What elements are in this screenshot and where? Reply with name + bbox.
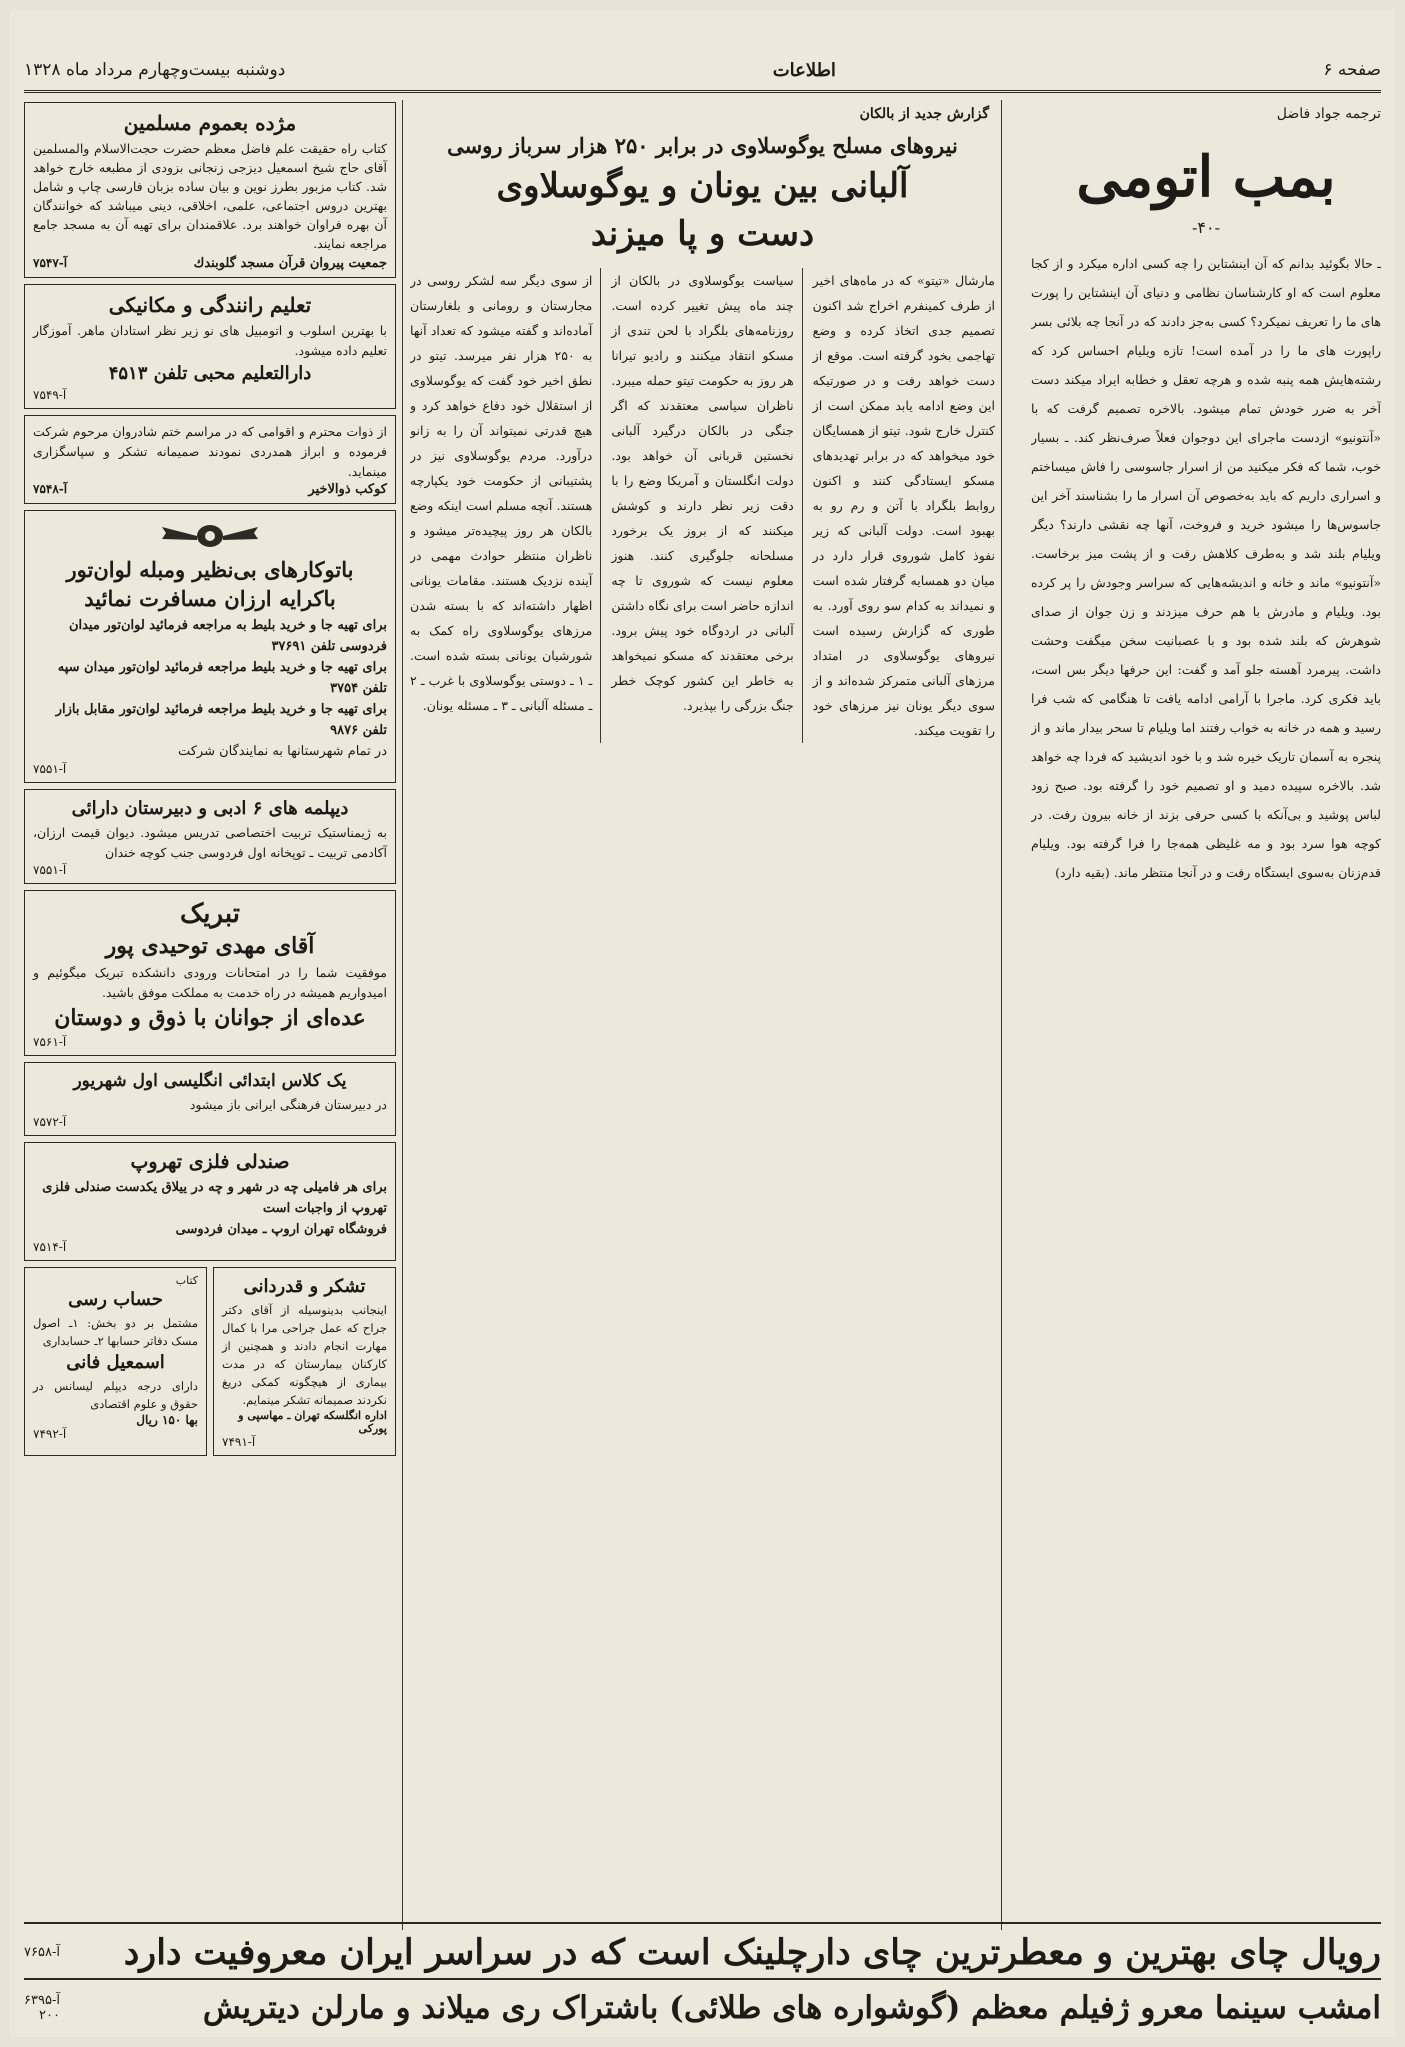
ad-title: تشکر و قدردانی bbox=[243, 1276, 366, 1297]
headline-large-1: آلبانی بین یونان و یوگوسلاوی bbox=[496, 166, 909, 206]
ad-body: کتاب راه حقیقت علم فاضل معظم حضرت حجت‌الاسلام والمسلمین آقای حاج شیخ اسمعیل دیزجی زنجانی بزودی از مطبعه خارج خواهد شد. کتاب مزبور بطرز نوین و بیان ساده بزبان فارسی چاپ و شامل بهترین دروس اجتماعی، علمی، اخلاقی، دینی میباشد که خوانندگان آن بهره فراوان خواهند برد. علاقمندان برای تهیه آن به مسجد جامع مراجعه نمایند. bbox=[33, 141, 387, 251]
banner-text: امشب سینما معرو ژفیلم معظم (گوشواره های طلائی) باشتراک ری میلاند و مارلن دیتریش bbox=[202, 1990, 1381, 2026]
balkan-report-column bbox=[410, 102, 995, 1922]
ad-body: در دبیرستان فرهنگی ایرانی باز میشود bbox=[189, 1097, 387, 1112]
ad-name: آقای مهدی توحیدی پور bbox=[105, 933, 315, 959]
ad-title: صندلی فلزی تهروپ bbox=[130, 1151, 290, 1173]
report-body-c: از سوی دیگر سه لشکر روسی در مجارستان و رومانی و بلغارستان آماده‌اند و گفته میشود که تعداد آنها به ۲۵۰ هزار نفر میرسد. تیتو در نطق اخیر خود گفت که یوگوسلاوی از استقلال خود دفاع خواهد کرد و هیچ قدرتی نمیتواند آن را به زانو درآورد. مردم یوگوسلاوی نیز در پشتیبانی از حکومت خود یکپارچه هستند. آنچه مسلم است اینکه وضع بالکان هر روز پیچیده‌تر میشود و ناظران منتظر حوادث مهمی در آینده نزدیک هستند. مقامات یونانی اظهار داشته‌اند که با بسته شدن مرزهای یوگوسلاوی راه کمک به شورشیان یونانی بسته شده است. ـ ۱ ـ دوستی یوگوسلاوی با غرب ـ ۲ ـ مسئله آلبانی ـ ۳ ـ مسئله یونان. bbox=[410, 268, 601, 743]
ad-title: دیپلمه های ۶ ادبی و دبیرستان دارائی bbox=[71, 798, 349, 819]
ad-title: مژده بعموم مسلمین bbox=[123, 111, 297, 135]
report-kicker: گزارش جدید از بالکان bbox=[859, 106, 989, 122]
winged-emblem-icon bbox=[160, 517, 260, 555]
ad-body: اینجانب بدینوسیله از آقای دکتر جراح که عمل جراحی مرا با کمال مهارت انجام دادند و همچنین از کارکنان بیمارستان که در مدت بیماری از هیچگونه کمکی دریغ نکردند صمیمانه تشکر مینمایم. bbox=[222, 1303, 387, 1407]
royal-tea-banner bbox=[24, 1922, 1381, 1980]
report-text-columns bbox=[410, 268, 995, 743]
newspaper-page bbox=[10, 10, 1395, 2037]
ad-code: آ-۷۵۵۱ bbox=[33, 863, 67, 877]
ad-signature: جمعیت پیروان قرآن مسجد گلوبندك bbox=[193, 256, 387, 271]
ad-accounting-book bbox=[24, 1267, 207, 1456]
translator-line: ترجمه جواد فاضل bbox=[1276, 106, 1381, 122]
ad-heading: کتاب bbox=[175, 1274, 198, 1287]
ad-from: عده‌ای از جوانان با ذوق و دوستان bbox=[54, 1005, 366, 1031]
ad-institute: دارالتعلیم محبی تلفن ۴۵۱۳ bbox=[108, 363, 312, 384]
ad-good-news bbox=[24, 102, 396, 278]
ad-code: آ-۷۵۴۸ bbox=[33, 482, 68, 496]
ad-line: برای تهیه جا و خرید بلیط مراجعه فرمائید لوان‌تور میدان سپه تلفن ۳۷۵۴ bbox=[57, 660, 387, 696]
ad-body: به ژیمناستیک تربیت اختصاصی تدریس میشود. دیوان قیمت ارزان، آکادمی تربیت ـ توپخانه اول فردوسی جنب کوچه خندان bbox=[33, 825, 387, 860]
ad-code: آ-۷۵۵۱ bbox=[33, 762, 67, 776]
ad-author-note: دارای درجه دیپلم لیسانس در حقوق و علوم اقتصادی bbox=[33, 1379, 198, 1411]
serial-part-number: -۴۰- bbox=[1192, 218, 1220, 237]
ad-congratulations bbox=[24, 890, 396, 1056]
ad-title: یک کلاس ابتدائی انگلیسی اول شهریور bbox=[73, 1071, 347, 1091]
report-body-b: سیاست یوگوسلاوی در بالکان از چند ماه پیش تغییر کرده است. روزنامه‌های بلگراد با لحن تندی از مسکو انتقاد میکنند و رادیو تیرانا هر روز به حکومت تیتو حمله میبرد. ناظران سیاسی معتقدند که اگر جنگی در بالکان درگیرد آلبانی نخستین قربانی آن خواهد بود. دولت انگلستان و آمریکا وضع را با دقت زیر نظر دارند و کوشش میکنند که از بروز یک برخورد مسلحانه جلوگیری کنند. هنوز معلوم نیست که شوروی تا چه اندازه حاضر است برای نگاه داشتن آلبانی در اردوگاه خود پیش برود. برخی معتقدند که مسکو نمیخواهد به خاطر این کشور کوچک خطر جنگ بزرگی را بپذیرد. bbox=[611, 268, 802, 743]
report-body-a: مارشال «تیتو» که در ماه‌های اخیر از طرف کمینفرم اخراج شد اکنون تصمیم جدی اتخاذ کرده و وضع تهاجمی بخود گرفته است. موقع از دست خواهد رفت و در صورتیکه این وضع ادامه یابد ممکن است از کنترل خارج شود. تیتو از همسایگان خود میخواهد که در برابر تهدیدهای مسکو ایستادگی کنند و اکنون روابط بلگراد با آتن و رم رو به بهبود است. دولت آلبانی که زیر نفوذ کامل شوروی قرار دارد در میان دو همسایه گرفتار شده است و نمیداند به کدام سو روی آورد. به طوری که گزارش رسیده است نیروهای یوگوسلاوی در امتداد مرزهای آلبانی متمرکز شده‌اند و از سوی دیگر یونان نیز مرزهای خود را تقویت میکند. bbox=[812, 273, 995, 738]
ad-signature: اداره انگلسکه تهران ـ مهاسپی و پورکی bbox=[238, 1409, 387, 1435]
ad-diploma-classes bbox=[24, 789, 396, 884]
page-header bbox=[24, 50, 1381, 93]
banner-code: آ-۷۶۵۸ bbox=[24, 1944, 60, 1960]
ad-code: آ-۷۵۴۹ bbox=[33, 388, 67, 402]
ad-title: تبریک bbox=[180, 899, 240, 929]
ad-code: آ-۷۴۹۱ bbox=[222, 1435, 256, 1449]
ad-metal-chairs bbox=[24, 1142, 396, 1261]
ad-line: در تمام شهرستانها به نمایندگان شرکت bbox=[177, 744, 387, 759]
ad-gratitude bbox=[213, 1267, 396, 1456]
ad-code: آ-۷۵۷۲ bbox=[33, 1115, 67, 1129]
ad-title: تعلیم رانندگی و مکانیکی bbox=[108, 293, 312, 317]
ad-signature: کوکب ذوالاخیر bbox=[308, 482, 387, 497]
cinema-banner bbox=[24, 1978, 1381, 2036]
ad-title: حساب رسی bbox=[68, 1289, 163, 1310]
column-rule bbox=[1001, 100, 1002, 1930]
ad-author: اسمعیل فانی bbox=[66, 1352, 165, 1373]
banner-price: ۲۰۰ bbox=[39, 2008, 60, 2023]
ad-line: برای هر فامیلی چه در شهر و چه در ییلاق یکدست صندلی فلزی تهروپ از واجبات است bbox=[42, 1180, 387, 1216]
column-rule bbox=[402, 100, 403, 1930]
banner-text: رویال چای بهترین و معطرترین چای دارچلینک است که در سراسر ایران معروفیت دارد bbox=[123, 1931, 1381, 1973]
headline-small: نیروهای مسلح یوگوسلاوی در برابر ۲۵۰ هزار سرباز روسی bbox=[447, 133, 958, 158]
ad-price: بها ۱۵۰ ریال bbox=[136, 1413, 198, 1427]
ad-driving-school bbox=[24, 284, 396, 409]
ad-line: برای تهیه جا و خرید بلیط به مراجعه فرمائید لوان‌تور میدان فردوسی تلفن ۳۷۶۹۱ bbox=[68, 618, 387, 654]
ad-body: مشتمل بر دو بخش: ۱ـ اصول مسک دفاتر حسابها ۲ـ حسابداری bbox=[33, 1316, 199, 1348]
ad-title: باتوکارهای بی‌نظیر ومبله لوان‌تور bbox=[66, 557, 354, 582]
ad-english-class bbox=[24, 1062, 396, 1136]
serial-body: ـ حالا بگوئید بدانم که آن اینشتاین را چه کسی اداره میکرد و از کجا معلوم است که او کارشناسان نظامی و دنیای آن اینشتاین را پورت های ما را تعریف نمیکرد؟ کسی به‌جز دادند که در آنجا چه بلائی بسر راپورت های ما را در آمده است! تازه ویلیام احساس کرد که رشته‌هایش همه پنبه شده و هرچه تعقل و خطابه ایراد میکند دست آخر به ضرر خودش تمام میشود. بالاخره تصمیم گرفت که با «آنتونیو» ازدست ماجرای این دوجوان فعلاً صرف‌نظر کند. ـ بسیار خوب، شما که فکر میکنید من از اسرار جاسوسی را فاش میساختم و اسراری داریم که باید به‌خصوص آن اسرار ما را بشناسند آخر این جاسوس‌ها را میشود خرید و فروخت، آنها چه نقشی دارند؟ دیگر ویلیام بلند شد و به‌طرف کلاهش رفت و از پشت میز برخاست. «آنتونیو» ماند و خانه و اندیشه‌هایی که سراسر وجودش را پر کرده بود. ویلیام و مادرش با هم حرف میزدند و زن جوان از صدای شوهرش که بلند شده بود و با عصبانیت سخن میگفت وحشت داشت. پیرمرد آهسته جلو آمد و گفت: این حرفها دیگر بس است، باید فکری کرد. ماجرا با آرامی ادامه یافت تا هنگامی که شب فرا رسید و همه در خانه به خواب رفتند اما ویلیام تا سحر بیدار ماند و از پنجره به آسمان تاریک خیره شد و با خود اندیشید که فردا چه خواهد شد. بالاخره سپیده دمید و او تصمیم خود را گرفته بود. صبح زود لباس پوشید و بی‌آنکه با کسی حرفی بزند از خانه بیرون رفت. در کوچه هوا سرد بود و مه غلیظی همه‌جا را فرا گرفته بود. ویلیام قدم‌زنان به‌سوی ایستگاه رفت و در آنجا منتظر ماند. (بقیه دارد) bbox=[1031, 256, 1381, 880]
newspaper-name: اطلاعات bbox=[772, 59, 836, 81]
serial-title: بمب اتومی bbox=[1076, 144, 1336, 210]
ad-code: آ-۷۵۴۷ bbox=[33, 256, 68, 270]
ad-body: موفقیت شما را در امتحانات ورودی دانشکده تبریک میگوئیم و امیدواریم همیشه در راه خدمت به مملکت موفق باشید. bbox=[33, 965, 387, 1000]
banner-code: آ-۶۳۹۵ bbox=[24, 1993, 60, 2008]
ad-thanks-notice bbox=[24, 415, 396, 504]
bottom-ads-row bbox=[24, 1267, 396, 1462]
ad-line: فروشگاه تهران اروپ ـ میدان فردوسی bbox=[175, 1222, 387, 1237]
classified-ads-column bbox=[24, 102, 396, 1922]
ad-subtitle: باکرایه ارزان مسافرت نمائید bbox=[84, 586, 336, 611]
ad-line: برای تهیه جا و خرید بلیط مراجعه فرمائید لوان‌تور مقابل بازار تلفن ۹۸۷۶ bbox=[55, 702, 387, 738]
serial-story-column bbox=[1031, 102, 1381, 1922]
headline-large-2: دست و پا میزند bbox=[590, 214, 815, 254]
ad-code: آ-۷۵۱۴ bbox=[33, 1240, 67, 1254]
page-number: صفحه ۶ bbox=[1323, 60, 1381, 80]
ad-bus-company bbox=[24, 510, 396, 783]
ad-code: آ-۷۴۹۲ bbox=[33, 1427, 67, 1441]
ad-body: با بهترین اسلوب و اتومبیل های نو زیر نظر استادان ماهر. آموزگار تعلیم داده میشود. bbox=[33, 323, 387, 358]
ad-body: از ذوات محترم و اقوامی که در مراسم ختم شادروان مرحوم شرکت فرموده و ابراز همدردی نمودند صمیمانه تشکر و سپاسگزاری مینماید. bbox=[33, 424, 387, 479]
ad-code: آ-۷۵۶۱ bbox=[33, 1035, 67, 1049]
issue-date: دوشنبه بیست‌وچهارم مرداد ماه ۱۳۲۸ bbox=[24, 60, 286, 80]
